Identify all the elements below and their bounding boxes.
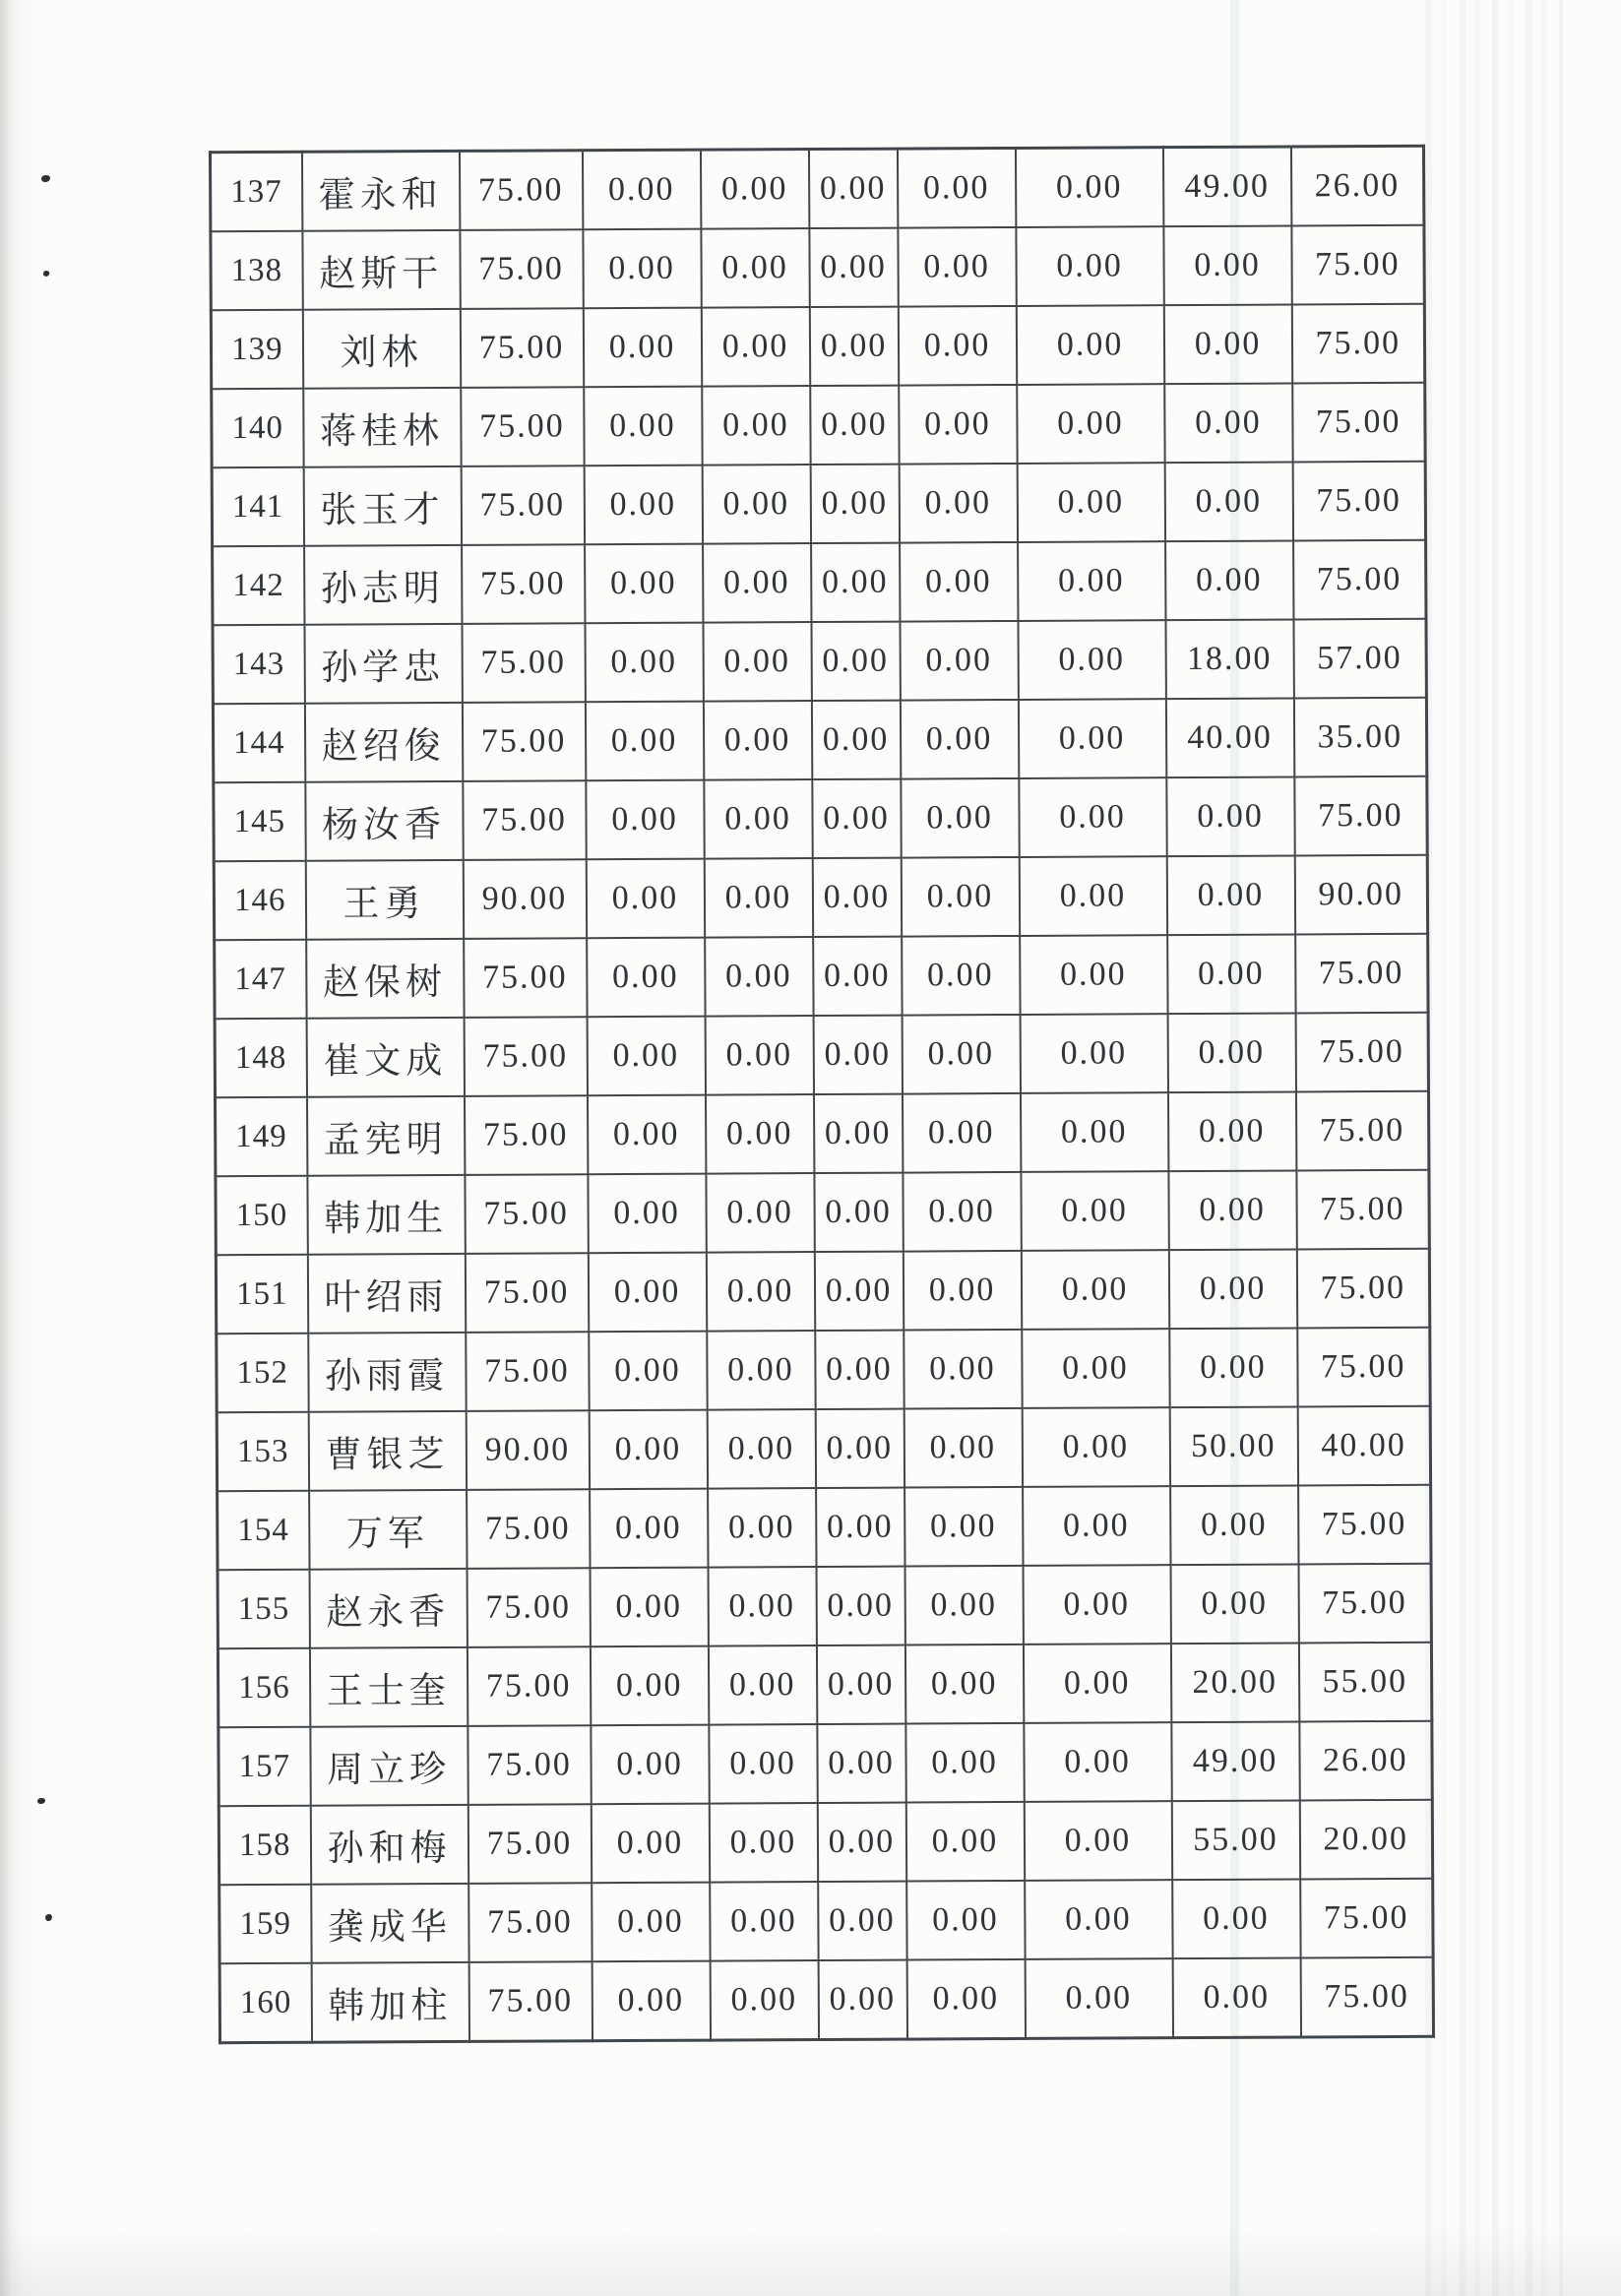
cell-value: 75.00 xyxy=(468,1883,592,1962)
cell-value: 75.00 xyxy=(465,1174,588,1254)
cell-value: 0.00 xyxy=(815,1331,904,1409)
cell-value: 75.00 xyxy=(1300,1957,1433,2037)
cell-value: 0.00 xyxy=(590,1646,708,1726)
cell-value: 0.00 xyxy=(583,229,701,309)
cell-value: 35.00 xyxy=(1293,698,1426,777)
cell-value: 0.00 xyxy=(810,386,899,465)
cell-value: 0.00 xyxy=(809,228,898,307)
cell-value: 0.00 xyxy=(1016,226,1163,306)
cell-value: 0.00 xyxy=(701,307,809,387)
cell-value: 0.00 xyxy=(704,858,812,938)
cell-value: 75.00 xyxy=(465,1095,588,1175)
cell-value: 0.00 xyxy=(904,1408,1022,1488)
cell-value: 0.00 xyxy=(703,622,811,702)
cell-value: 0.00 xyxy=(810,465,899,543)
cell-value: 75.00 xyxy=(459,151,582,230)
cell-value: 75.00 xyxy=(460,229,583,309)
cell-value: 0.00 xyxy=(1023,1644,1170,1723)
cell-row-number: 137 xyxy=(210,152,301,231)
cell-value: 0.00 xyxy=(706,1173,814,1253)
cell-value: 75.00 xyxy=(1291,225,1424,305)
cell-value: 0.00 xyxy=(906,1959,1025,2039)
cell-name: 孟宪明 xyxy=(307,1096,465,1176)
cell-value: 75.00 xyxy=(465,1253,588,1333)
cell-name: 龚成华 xyxy=(311,1884,468,1963)
table-row xyxy=(218,1643,1431,1727)
scan-speck xyxy=(42,270,50,278)
cell-name: 蒋桂林 xyxy=(303,388,461,467)
cell-value: 0.00 xyxy=(1165,540,1293,620)
cell-value: 75.00 xyxy=(467,1568,590,1647)
cell-value: 75.00 xyxy=(1296,1249,1429,1329)
cell-value: 75.00 xyxy=(1298,1564,1431,1644)
cell-value: 0.00 xyxy=(702,465,810,544)
scan-bottom-haze xyxy=(0,2227,1621,2296)
cell-value: 0.00 xyxy=(587,938,705,1018)
cell-value: 75.00 xyxy=(1295,1091,1428,1171)
cell-name: 叶绍雨 xyxy=(307,1254,465,1334)
table-row xyxy=(219,1879,1433,1963)
cell-value: 0.00 xyxy=(1164,383,1292,463)
cell-row-number: 143 xyxy=(213,625,304,704)
cell-value: 0.00 xyxy=(705,937,813,1017)
cell-value: 0.00 xyxy=(1168,1249,1296,1329)
scan-left-edge-shadow xyxy=(0,0,35,2296)
cell-value: 0.00 xyxy=(899,464,1017,543)
cell-value: 90.00 xyxy=(466,1410,589,1490)
cell-value: 0.00 xyxy=(1018,620,1165,700)
cell-row-number: 153 xyxy=(217,1412,308,1491)
cell-value: 0.00 xyxy=(817,1724,905,1803)
table-row xyxy=(216,1091,1429,1176)
cell-row-number: 155 xyxy=(218,1570,309,1648)
cell-name: 万军 xyxy=(309,1490,467,1570)
table-row xyxy=(213,619,1426,704)
cell-name: 杨汝香 xyxy=(305,781,463,861)
cell-value: 0.00 xyxy=(1023,1486,1170,1566)
cell-value: 0.00 xyxy=(708,1567,816,1646)
cell-value: 0.00 xyxy=(591,1804,709,1884)
cell-row-number: 151 xyxy=(216,1255,307,1334)
cell-value: 75.00 xyxy=(464,1017,587,1096)
table-row xyxy=(211,304,1424,389)
cell-value: 55.00 xyxy=(1298,1643,1431,1722)
cell-row-number: 152 xyxy=(217,1334,308,1412)
cell-value: 0.00 xyxy=(1017,463,1164,542)
cell-value: 0.00 xyxy=(902,1015,1020,1094)
table-row xyxy=(214,776,1427,861)
cell-value: 0.00 xyxy=(582,150,700,229)
cell-value: 0.00 xyxy=(812,858,901,937)
table-row xyxy=(213,698,1426,782)
table-row xyxy=(212,383,1425,467)
cell-value: 0.00 xyxy=(905,1802,1024,1882)
cell-name: 刘林 xyxy=(302,309,460,389)
cell-value: 0.00 xyxy=(1172,1957,1300,2037)
cell-value: 0.00 xyxy=(706,1094,814,1174)
cell-value: 0.00 xyxy=(817,1803,905,1882)
cell-value: 0.00 xyxy=(902,936,1020,1016)
cell-value: 0.00 xyxy=(1024,1801,1171,1881)
cell-value: 0.00 xyxy=(904,1487,1023,1567)
cell-value: 0.00 xyxy=(1025,1958,1172,2038)
cell-value: 0.00 xyxy=(1015,148,1162,227)
cell-value: 0.00 xyxy=(1163,304,1291,384)
cell-value: 75.00 xyxy=(1292,462,1425,541)
cell-name: 孙学忠 xyxy=(304,624,462,704)
cell-value: 0.00 xyxy=(814,1252,903,1331)
cell-name: 王勇 xyxy=(305,860,463,940)
table-row xyxy=(215,1013,1428,1097)
cell-value: 75.00 xyxy=(462,544,585,624)
cell-value: 0.00 xyxy=(588,1095,706,1175)
cell-value: 0.00 xyxy=(710,1882,818,1961)
cell-value: 0.00 xyxy=(813,937,902,1016)
cell-name: 张玉才 xyxy=(303,466,461,546)
cell-value: 0.00 xyxy=(813,1016,902,1094)
cell-value: 0.00 xyxy=(700,150,808,229)
cell-value: 0.00 xyxy=(1024,1722,1171,1802)
cell-value: 0.00 xyxy=(816,1567,904,1645)
cell-value: 0.00 xyxy=(588,1174,706,1254)
cell-value: 75.00 xyxy=(464,938,587,1018)
cell-value: 75.00 xyxy=(1292,383,1425,463)
cell-row-number: 149 xyxy=(216,1097,307,1176)
cell-value: 0.00 xyxy=(1021,1250,1168,1330)
cell-value: 0.00 xyxy=(1016,305,1163,385)
cell-value: 49.00 xyxy=(1162,147,1290,226)
cell-value: 26.00 xyxy=(1290,146,1423,225)
cell-value: 90.00 xyxy=(463,859,586,939)
cell-value: 0.00 xyxy=(587,1017,705,1096)
cell-value: 50.00 xyxy=(1169,1406,1297,1486)
table-row xyxy=(213,540,1426,625)
cell-value: 0.00 xyxy=(901,778,1019,858)
table-row xyxy=(212,462,1425,546)
cell-row-number: 150 xyxy=(216,1176,307,1255)
table-row xyxy=(211,225,1424,310)
wage-table xyxy=(209,145,1435,2044)
cell-name: 韩加生 xyxy=(307,1175,465,1255)
cell-value: 0.00 xyxy=(814,1094,903,1173)
cell-value: 0.00 xyxy=(585,702,703,781)
cell-value: 0.00 xyxy=(903,1251,1021,1331)
cell-value: 0.00 xyxy=(812,779,901,858)
cell-value: 0.00 xyxy=(815,1409,904,1488)
cell-value: 0.00 xyxy=(1166,776,1294,856)
cell-value: 0.00 xyxy=(904,1330,1022,1409)
cell-value: 0.00 xyxy=(1018,699,1165,778)
cell-value: 0.00 xyxy=(905,1723,1024,1803)
cell-value: 0.00 xyxy=(1168,1170,1296,1250)
cell-value: 0.00 xyxy=(589,1332,707,1411)
cell-name: 孙和梅 xyxy=(310,1805,468,1885)
cell-value: 0.00 xyxy=(1017,384,1164,464)
cell-row-number: 147 xyxy=(215,940,306,1019)
cell-row-number: 156 xyxy=(218,1648,309,1727)
cell-value: 0.00 xyxy=(1172,1879,1300,1958)
cell-value: 0.00 xyxy=(590,1568,708,1647)
cell-name: 孙志明 xyxy=(304,545,462,625)
cell-value: 0.00 xyxy=(704,779,812,859)
cell-value: 0.00 xyxy=(1022,1329,1169,1408)
cell-value: 0.00 xyxy=(710,1960,818,2040)
cell-value: 90.00 xyxy=(1294,855,1427,935)
cell-value: 75.00 xyxy=(1291,304,1424,384)
table-row xyxy=(218,1564,1431,1648)
table-row xyxy=(216,1249,1429,1334)
cell-value: 0.00 xyxy=(1020,935,1167,1015)
table-row xyxy=(210,146,1423,231)
cell-value: 0.00 xyxy=(1025,1880,1172,1959)
cell-value: 0.00 xyxy=(701,228,809,308)
cell-value: 0.00 xyxy=(1020,1014,1167,1093)
cell-value: 75.00 xyxy=(460,308,583,388)
cell-name: 赵永香 xyxy=(309,1569,467,1648)
cell-value: 75.00 xyxy=(468,1725,591,1805)
cell-row-number: 142 xyxy=(213,546,304,625)
cell-row-number: 139 xyxy=(211,310,302,389)
cell-value: 0.00 xyxy=(818,1882,906,1960)
cell-name: 王士奎 xyxy=(309,1647,467,1727)
scan-speck xyxy=(44,1913,53,1922)
cell-value: 0.00 xyxy=(906,1881,1025,1960)
table-row xyxy=(218,1721,1432,1806)
cell-value: 75.00 xyxy=(461,465,584,545)
cell-value: 75.00 xyxy=(1300,1879,1433,1958)
cell-value: 75.00 xyxy=(467,1489,590,1569)
cell-value: 75.00 xyxy=(1297,1328,1430,1407)
cell-value: 0.00 xyxy=(811,622,900,701)
cell-row-number: 157 xyxy=(218,1727,310,1806)
cell-value: 0.00 xyxy=(586,780,704,860)
cell-value: 20.00 xyxy=(1299,1800,1432,1880)
cell-row-number: 148 xyxy=(215,1019,306,1097)
cell-value: 75.00 xyxy=(1293,540,1426,620)
table-row xyxy=(215,934,1428,1019)
cell-value: 0.00 xyxy=(900,621,1018,701)
cell-value: 75.00 xyxy=(468,1961,592,2041)
cell-value: 0.00 xyxy=(1164,462,1292,541)
cell-value: 0.00 xyxy=(901,857,1019,937)
cell-value: 0.00 xyxy=(703,701,811,780)
cell-value: 0.00 xyxy=(585,544,703,624)
cell-value: 75.00 xyxy=(461,387,584,466)
cell-value: 0.00 xyxy=(899,385,1017,465)
cell-value: 75.00 xyxy=(462,623,585,703)
cell-value: 0.00 xyxy=(706,1252,814,1332)
cell-value: 0.00 xyxy=(1019,856,1166,936)
cell-row-number: 144 xyxy=(213,704,304,782)
cell-value: 75.00 xyxy=(1298,1485,1431,1565)
cell-value: 0.00 xyxy=(709,1724,817,1804)
cell-row-number: 140 xyxy=(212,389,303,467)
cell-value: 75.00 xyxy=(463,780,586,860)
cell-value: 0.00 xyxy=(1021,1171,1168,1251)
cell-value: 0.00 xyxy=(584,465,702,545)
scan-speck xyxy=(37,1798,45,1804)
scan-right-streaks xyxy=(1425,0,1563,2296)
cell-value: 0.00 xyxy=(897,148,1015,227)
cell-value: 0.00 xyxy=(705,1016,813,1095)
cell-value: 0.00 xyxy=(898,227,1016,307)
cell-value: 40.00 xyxy=(1165,698,1293,777)
cell-value: 18.00 xyxy=(1165,619,1293,699)
cell-value: 0.00 xyxy=(814,1173,903,1252)
cell-value: 57.00 xyxy=(1293,619,1426,699)
cell-value: 40.00 xyxy=(1297,1406,1430,1486)
cell-value: 0.00 xyxy=(811,543,900,622)
cell-name: 赵斯干 xyxy=(302,230,460,310)
cell-value: 20.00 xyxy=(1170,1643,1298,1722)
cell-value: 0.00 xyxy=(588,1253,706,1333)
table-row xyxy=(216,1170,1429,1255)
cell-value: 0.00 xyxy=(707,1409,815,1489)
cell-value: 0.00 xyxy=(703,543,811,623)
table-row xyxy=(217,1406,1430,1491)
cell-value: 0.00 xyxy=(589,1410,707,1490)
cell-value: 26.00 xyxy=(1299,1721,1432,1801)
cell-value: 0.00 xyxy=(900,542,1018,622)
table-row xyxy=(218,1485,1431,1570)
cell-value: 75.00 xyxy=(466,1332,589,1411)
cell-value: 0.00 xyxy=(586,859,704,939)
table-row xyxy=(217,1328,1430,1412)
cell-value: 55.00 xyxy=(1171,1800,1299,1880)
cell-value: 0.00 xyxy=(1163,225,1291,305)
cell-value: 0.00 xyxy=(702,386,810,465)
cell-value: 0.00 xyxy=(590,1489,708,1569)
cell-value: 0.00 xyxy=(1166,855,1294,935)
cell-row-number: 158 xyxy=(218,1806,310,1885)
table-row xyxy=(214,855,1427,940)
cell-value: 75.00 xyxy=(1295,934,1428,1014)
cell-value: 0.00 xyxy=(1170,1485,1298,1565)
cell-row-number: 159 xyxy=(219,1885,311,1963)
cell-value: 0.00 xyxy=(809,307,898,386)
cell-value: 0.00 xyxy=(1018,541,1165,621)
cell-value: 0.00 xyxy=(898,306,1016,386)
cell-name: 崔文成 xyxy=(306,1018,464,1097)
cell-value: 0.00 xyxy=(591,1725,709,1805)
cell-value: 0.00 xyxy=(816,1645,904,1724)
cell-value: 0.00 xyxy=(904,1566,1023,1645)
cell-value: 0.00 xyxy=(1019,777,1166,857)
cell-value: 75.00 xyxy=(462,702,585,781)
cell-value: 75.00 xyxy=(1296,1170,1429,1250)
cell-value: 0.00 xyxy=(707,1331,815,1410)
scan-speck xyxy=(41,175,50,182)
cell-value: 0.00 xyxy=(583,308,701,388)
cell-value: 0.00 xyxy=(816,1488,904,1567)
cell-value: 0.00 xyxy=(808,149,897,228)
cell-row-number: 141 xyxy=(212,467,303,546)
cell-name: 赵保树 xyxy=(306,939,464,1019)
cell-value: 0.00 xyxy=(1022,1407,1169,1487)
cell-value: 75.00 xyxy=(468,1804,591,1884)
cell-row-number: 160 xyxy=(219,1963,311,2043)
cell-name: 霍永和 xyxy=(301,151,459,230)
cell-row-number: 138 xyxy=(211,231,302,310)
cell-row-number: 145 xyxy=(214,782,305,861)
cell-value: 0.00 xyxy=(900,700,1018,779)
cell-name: 赵绍俊 xyxy=(304,703,462,782)
cell-value: 75.00 xyxy=(1295,1013,1428,1092)
cell-row-number: 154 xyxy=(218,1491,309,1570)
cell-value: 0.00 xyxy=(818,1960,906,2040)
cell-name: 周立珍 xyxy=(310,1726,468,1806)
table-row xyxy=(219,1957,1433,2043)
cell-value: 0.00 xyxy=(1167,1013,1295,1092)
cell-value: 75.00 xyxy=(467,1646,590,1726)
cell-value: 0.00 xyxy=(904,1644,1023,1724)
cell-value: 0.00 xyxy=(585,623,703,703)
table-row xyxy=(218,1800,1432,1885)
cell-name: 孙雨霞 xyxy=(308,1333,466,1412)
cell-value: 0.00 xyxy=(1020,1092,1167,1172)
cell-row-number: 146 xyxy=(214,861,305,940)
cell-value: 0.00 xyxy=(709,1803,817,1883)
cell-value: 0.00 xyxy=(811,701,900,779)
cell-value: 0.00 xyxy=(1170,1564,1298,1644)
cell-value: 0.00 xyxy=(584,387,702,466)
cell-value: 0.00 xyxy=(708,1488,816,1568)
cell-value: 49.00 xyxy=(1171,1721,1299,1801)
cell-value: 0.00 xyxy=(903,1172,1021,1252)
cell-value: 0.00 xyxy=(708,1645,816,1725)
cell-value: 0.00 xyxy=(1023,1565,1170,1644)
cell-name: 曹银芝 xyxy=(308,1411,466,1491)
cell-value: 0.00 xyxy=(1169,1328,1297,1407)
cell-value: 0.00 xyxy=(1167,934,1295,1014)
cell-name: 韩加柱 xyxy=(311,1962,468,2042)
cell-value: 75.00 xyxy=(1294,776,1427,856)
cell-value: 0.00 xyxy=(592,1961,710,2041)
cell-value: 0.00 xyxy=(902,1093,1020,1173)
cell-value: 0.00 xyxy=(592,1883,710,1962)
cell-value: 0.00 xyxy=(1167,1091,1295,1171)
